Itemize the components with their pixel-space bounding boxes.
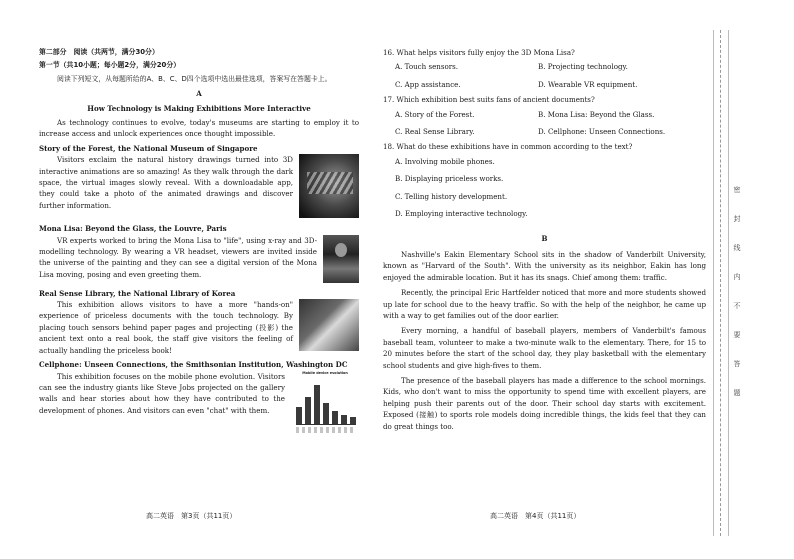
intro-paragraph: As technology continues to evolve, today's museums are starting to employ it to increase access and unlock experiences once thought impossible. xyxy=(39,118,359,139)
chart-tick-labels xyxy=(296,427,356,433)
right-footer: 高二英语 第4页（共11页） xyxy=(490,512,581,520)
option-16c: C. App assistance. xyxy=(395,79,461,89)
chart-title: Mobile device evolution xyxy=(302,370,348,375)
item-text-library: This exhibition allows visitors to have a more "hands-on" experience of priceless documents with the touch technology. By placing touch sensors behind paper pages and projecting (投影) the ancient text onto a real book, the staff give visitors the feeling of actually handling the priceless book! xyxy=(39,300,293,355)
option-18c: C. Telling history development. xyxy=(395,191,508,201)
option-18a: A. Involving mobile phones. xyxy=(395,156,495,166)
passage-b-paragraph-4: The presence of the baseball players has made a difference to the school mornings. Kids, who don't want to miss the opportunity to spend time with excellent players, are helping push their parents out of the door. Their school day starts with excitement. Exposed (接触) to sports role models doing incredible things, the kids feel that they can do great things too. xyxy=(383,375,706,431)
option-18b: B. Displaying priceless works. xyxy=(395,174,504,184)
option-17c: C. Real Sense Library. xyxy=(395,127,475,137)
chart-bar-4 xyxy=(323,403,329,425)
right-column xyxy=(383,47,706,432)
passage-b-paragraph-2: Recently, the principal Eric Hartfelder noticed that more and more students showed up late for school due to the heavy traffic. So with the help of the neighbor, he came up with a way to get families out of the door earlier. xyxy=(383,288,706,320)
left-footer: 高二英语 第3页（共11页） xyxy=(146,512,237,520)
seal-word-3: 线 xyxy=(733,244,741,252)
option-17d: D. Cellphone: Unseen Connections. xyxy=(538,127,666,137)
binding-margin xyxy=(713,30,729,536)
chart-bar-3 xyxy=(314,385,320,425)
seal-word-6: 要 xyxy=(733,331,741,339)
seal-word-1: 密 xyxy=(733,186,741,194)
mona-lisa-vr-image xyxy=(323,235,359,283)
instructions: 阅读下列短文，从每题所给的A、B、C、D四个选项中选出最佳选项，答案写在答题卡上。 xyxy=(57,74,332,83)
chart-bar-1 xyxy=(296,407,302,425)
item-text-forest: Visitors exclaim the natural history drawings turned into 3D interactive animations are so amazing! As they walk through the dark space, the virtual images slowly reveal. With a downloadable app, they could take a photo of the animated drawings and discover further information. xyxy=(39,155,293,210)
option-17a: A. Story of the Forest. xyxy=(395,109,475,119)
question-16-options xyxy=(395,61,706,90)
forest-exhibit-image xyxy=(299,154,359,218)
question-17-options xyxy=(395,109,706,138)
item-heading-mona-lisa: Mona Lisa: Beyond the Glass, the Louvre, Paris xyxy=(39,224,227,234)
item-text-cellphone: This exhibition focuses on the mobile phone evolution. Visitors can see the industry giants like Steve Jobs projected on the gallery walls and hear stories about how they have contributed to the development of phones. And visitors can even "chat" with them. xyxy=(39,371,285,415)
option-18d: D. Employing interactive technology. xyxy=(395,209,528,219)
chart-bars xyxy=(296,385,356,425)
passage-letter-b: B xyxy=(541,234,548,244)
question-16: 16. What helps visitors fully enjoy the 3D Mona Lisa? xyxy=(383,48,575,57)
seal-word-7: 答 xyxy=(733,360,741,368)
mobile-evolution-chart xyxy=(291,371,359,435)
passage-title: How Technology is Making Exhibitions More Interactive xyxy=(87,103,311,113)
seal-line xyxy=(720,30,721,536)
seal-word-5: 不 xyxy=(733,302,741,310)
chart-bar-2 xyxy=(305,397,311,425)
question-17: 17. Which exhibition best suits fans of ancient documents? xyxy=(383,95,595,105)
option-16d: D. Wearable VR equipment. xyxy=(538,79,638,89)
item-heading-forest: Story of the Forest, the National Museum of Singapore xyxy=(39,143,258,153)
passage-b-paragraph-1: Nashville's Eakin Elementary School sits in the shadow of Vanderbilt University, known as "Harvard of the South". With the university as its neighbor, Eakin has long enjoyed the admirable location. But it has its snags. Chief among them: traffic. xyxy=(383,249,706,282)
option-17b: B. Mona Lisa: Beyond the Glass. xyxy=(538,109,655,119)
part-heading: 第二部分 阅读（共两节，满分30分） xyxy=(39,48,159,56)
question-18: 18. What do these exhibitions have in common according to the text? xyxy=(383,142,633,152)
passage-b-paragraph-3: Every morning, a handful of baseball players, members of Vanderbilt's famous baseball team, volunteer to make a two-minute walk to the elementary. There, for 15 to 20 minutes before the start of the school day, they play basketball with the elementary school students and give high-fives to them. xyxy=(383,326,706,370)
seal-word-8: 题 xyxy=(733,389,741,397)
option-16b: B. Projecting technology. xyxy=(538,62,628,72)
item-text-mona-lisa: VR experts worked to bring the Mona Lisa to "life", using x-ray and 3D-modelling technology. By wearing a VR headset, viewers are invited inside the universe of the painting and they can see a digital version of the Mona Lisa moving, posing and even greeting them. xyxy=(39,235,317,279)
chart-axis xyxy=(296,424,356,425)
left-column xyxy=(39,47,359,437)
chart-bar-5 xyxy=(332,411,338,425)
question-18-options xyxy=(395,156,706,220)
book-projection-image xyxy=(299,299,359,351)
item-heading-library: Real Sense Library, the National Library of Korea xyxy=(39,288,236,298)
section-heading: 第一节（共10小题；每小题2分，满分20分） xyxy=(39,61,181,70)
seal-word-4: 内 xyxy=(733,273,741,281)
seal-word-2: 封 xyxy=(733,215,741,223)
option-16a: A. Touch sensors. xyxy=(395,62,459,72)
item-heading-cellphone: Cellphone: Unseen Connections, the Smithsonian Institution, Washington DC xyxy=(39,360,348,370)
passage-letter-a: A xyxy=(196,89,202,99)
